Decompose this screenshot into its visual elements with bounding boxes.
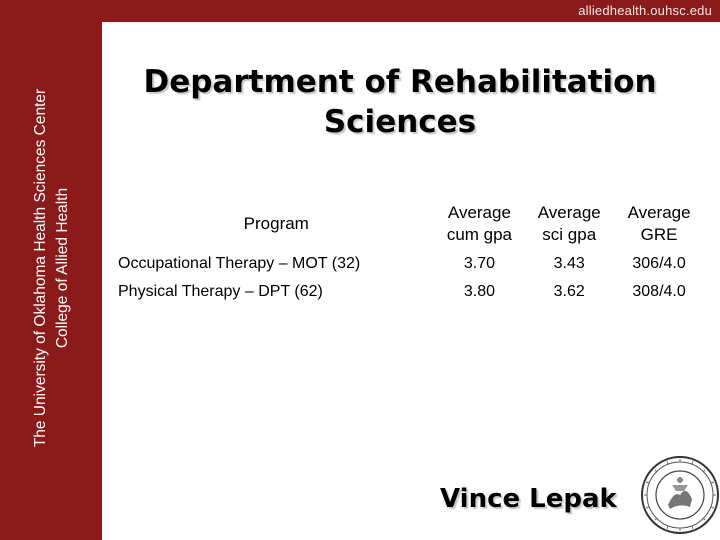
institution-label (30, 48, 74, 488)
sidebar-band (0, 0, 104, 540)
cum-gpa-value: 3.70 (463, 255, 495, 272)
header-cum-gpa-line2: cum gpa (446, 225, 513, 244)
sci-gpa-value: 3.62 (553, 283, 585, 300)
institution-line-1: The University of Oklahoma Health Sciences Center (32, 88, 49, 448)
table-header-row (118, 198, 704, 250)
header-cum-gpa-line1: Average (447, 203, 511, 222)
header-program: Program (243, 214, 309, 233)
cum-gpa-value: 3.80 (463, 283, 495, 300)
institution-line-2: College of Allied Health (54, 187, 71, 349)
header-gre (614, 198, 704, 250)
header-gre-line1: Average (627, 203, 691, 222)
title-line-1: Department of Rehabilitation (143, 64, 657, 100)
site-url: alliedhealth.ouhsc.edu (578, 3, 712, 18)
gre-value: 308/4.0 (632, 283, 686, 300)
program-name: Occupational Therapy – MOT (32) (118, 255, 361, 272)
presenter-name: Vince Lepak (440, 484, 617, 514)
title-line-2: Sciences (323, 104, 477, 140)
header-bar (0, 0, 720, 22)
sci-gpa-value: 3.43 (553, 255, 585, 272)
header-cum-gpa (435, 198, 525, 250)
sidebar-divider (102, 22, 104, 540)
table-row (118, 250, 704, 278)
header-sci-gpa (524, 198, 614, 250)
header-gre-line2: GRE (640, 225, 678, 244)
gre-value: 306/4.0 (632, 255, 686, 272)
program-stats-table (118, 198, 704, 306)
header-sci-gpa-line1: Average (537, 203, 601, 222)
header-sci-gpa-line2: sci gpa (542, 225, 597, 244)
program-name: Physical Therapy – DPT (62) (118, 283, 323, 300)
university-seal-icon (640, 455, 720, 535)
page-title (130, 62, 670, 142)
table-row (118, 278, 704, 306)
